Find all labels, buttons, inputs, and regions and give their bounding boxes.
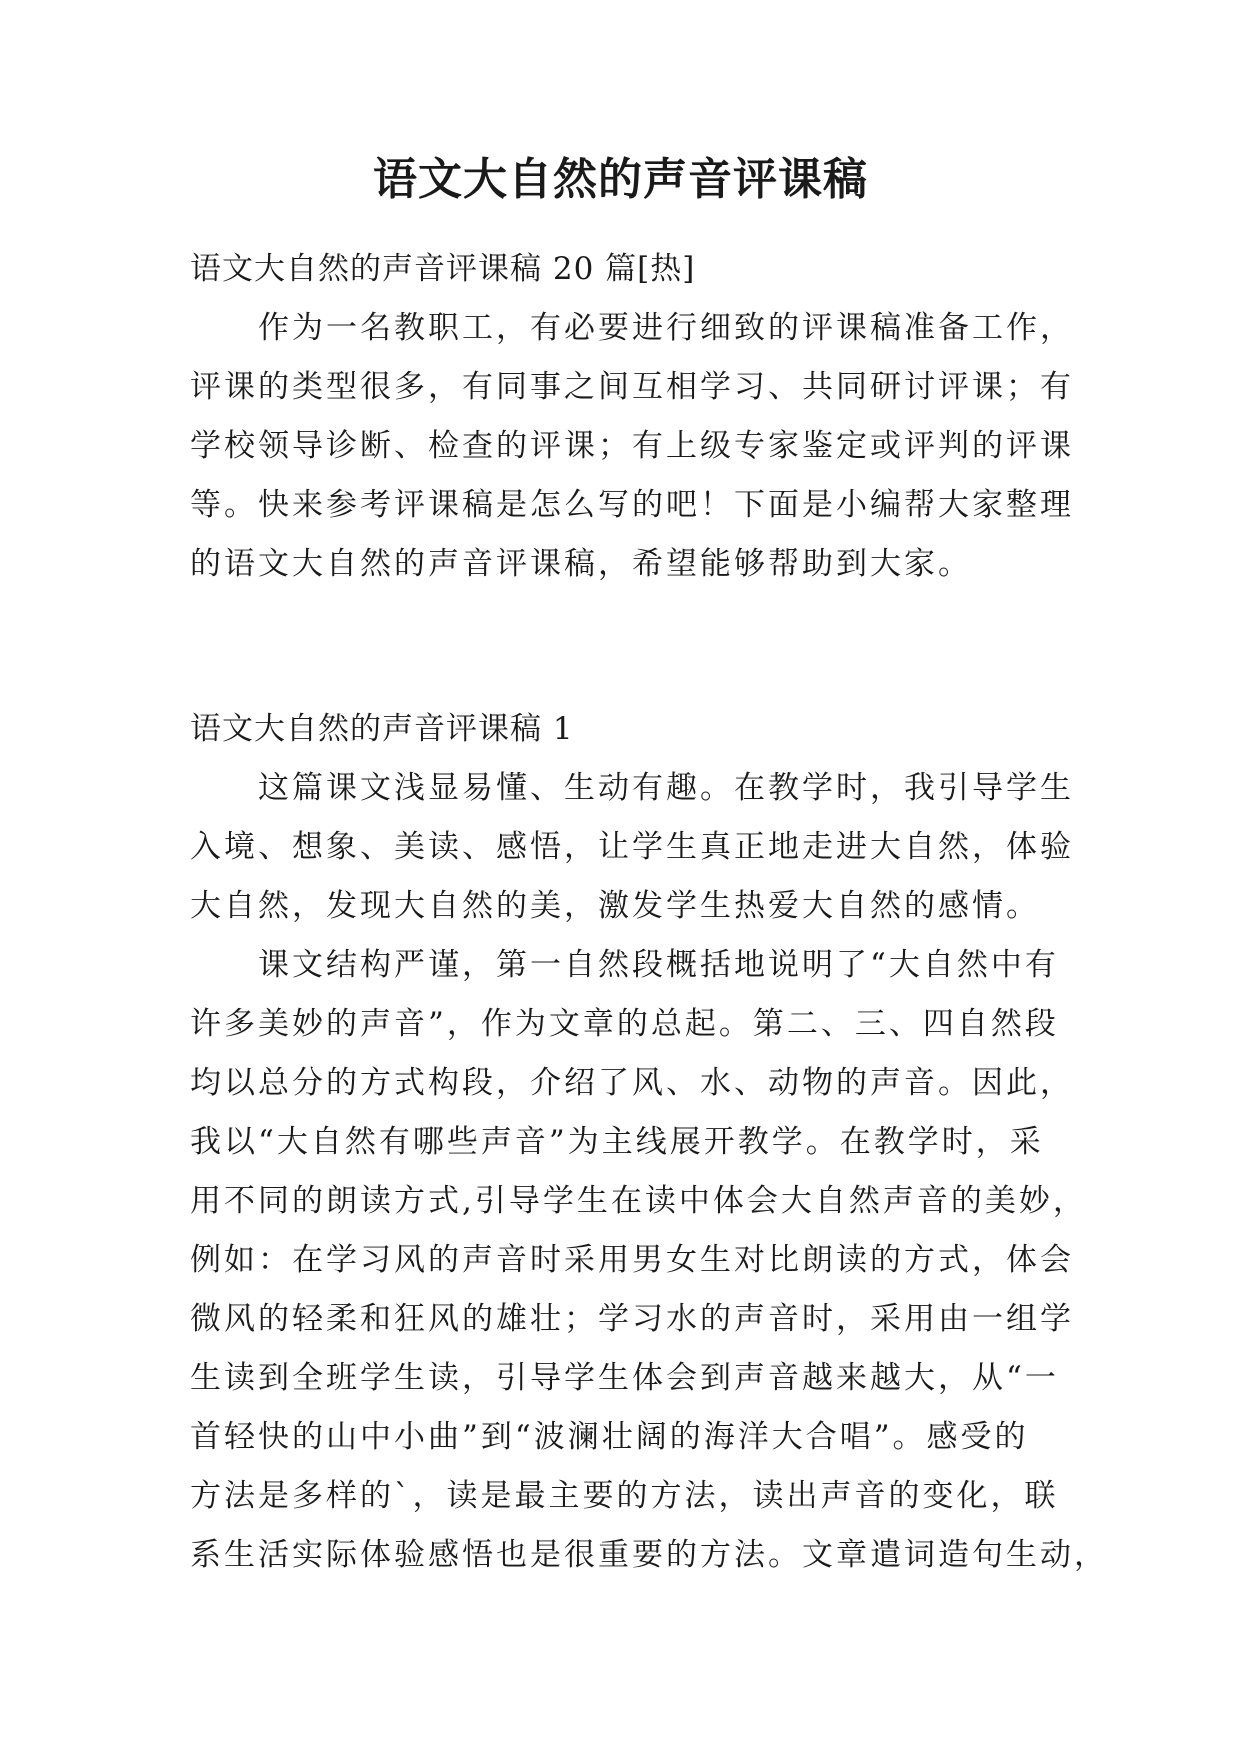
intro-line: 作为一名教职工，有必要进行细致的评课稿准备工作， [258, 310, 1074, 346]
section-1-heading: 语文大自然的声音评课稿 1 [190, 711, 574, 747]
document-title: 语文大自然的声音评课稿 [373, 154, 868, 205]
intro-line: 评课的类型很多，有同事之间互相学习、共同研讨评课；有 [190, 369, 1074, 405]
paragraph-line: 课文结构严谨，第一自然段概括地说明了“大自然中有 [258, 947, 1059, 983]
paragraph-line: 系生活实际体验感悟也是很重要的方法。文章遣词造句生动， [190, 1537, 1108, 1573]
intro-line: 的语文大自然的声音评课稿，希望能够帮助到大家。 [190, 546, 972, 582]
paragraph-line: 例如：在学习风的声音时采用男女生对比朗读的方式，体会 [190, 1242, 1074, 1278]
intro-section [190, 240, 1074, 594]
intro-heading: 语文大自然的声音评课稿 20 篇[热] [190, 251, 696, 287]
paragraph-line: 生读到全班学生读，引导学生体会到声音越来越大，从“一 [190, 1360, 1059, 1396]
paragraph-line: 我以“大自然有哪些声音”为主线展开教学。在教学时，采 [190, 1124, 1044, 1160]
intro-line: 等。快来参考评课稿是怎么写的吧！下面是小编帮大家整理 [190, 487, 1074, 523]
paragraph-line: 方法是多样的`，读是最主要的方法，读出声音的变化，联 [190, 1478, 1059, 1514]
paragraph-line: 许多美妙的声音”，作为文章的总起。第二、三、四自然段 [190, 1006, 1059, 1042]
section-1 [190, 700, 1108, 1585]
paragraph-line: 这篇课文浅显易懂、生动有趣。在教学时，我引导学生 [258, 770, 1074, 806]
paragraph-line: 入境、想象、美读、感悟，让学生真正地走进大自然，体验 [190, 829, 1074, 865]
paragraph-line: 微风的轻柔和狂风的雄壮；学习水的声音时，采用由一组学 [190, 1301, 1074, 1337]
intro-line: 学校领导诊断、检查的评课；有上级专家鉴定或评判的评课 [190, 428, 1074, 464]
paragraph-line: 均以总分的方式构段，介绍了风、水、动物的声音。因此， [190, 1065, 1074, 1101]
paragraph-line: 首轻快的山中小曲”到“波澜壮阔的海洋大合唱”。感受的 [190, 1419, 1029, 1455]
paragraph-line: 大自然，发现大自然的美，激发学生热爱大自然的感情。 [190, 888, 1040, 924]
paragraph-line: 用不同的朗读方式,引导学生在读中体会大自然声音的美妙， [190, 1183, 1087, 1219]
